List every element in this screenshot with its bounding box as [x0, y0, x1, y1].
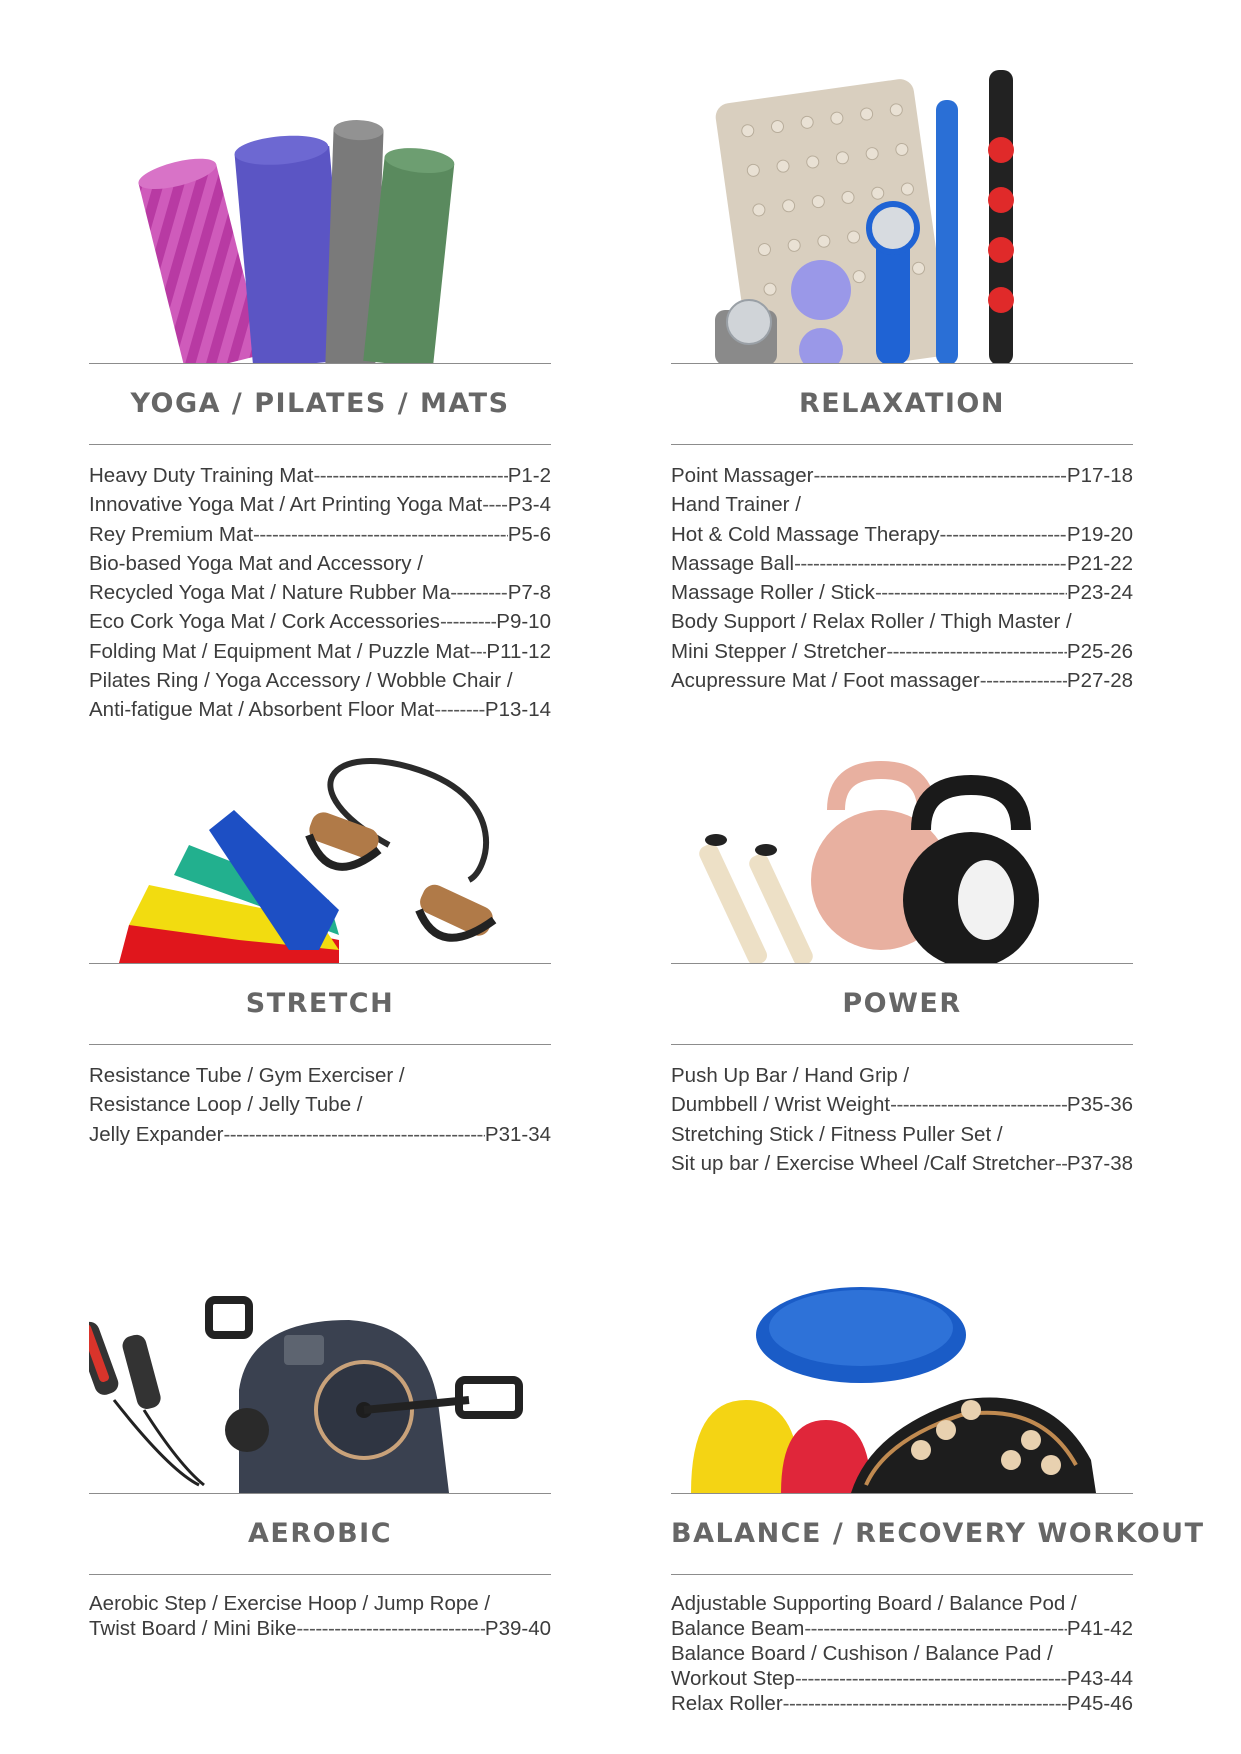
- list-item: Workout Step ----- P43-44: [671, 1666, 1133, 1691]
- list-item: Resistance Loop / Jelly Tube /: [89, 1093, 363, 1117]
- divider: [671, 1044, 1133, 1045]
- list-item: Push Up Bar / Hand Grip /: [671, 1064, 910, 1087]
- list-item: Dumbbell / Wrist Weight ----- P35-36: [671, 1090, 1133, 1119]
- list-item: Pilates Ring / Yoga Accessory / Wobble Chair /: [89, 669, 513, 693]
- item-list: [89, 461, 551, 725]
- section-power: [671, 750, 1133, 1178]
- section-title: AEROBIC: [247, 1518, 393, 1549]
- section-title: BALANCE / RECOVERY WORKOUT: [671, 1518, 1205, 1549]
- list-item: Body Support / Relax Roller / Thigh Master /: [671, 610, 1072, 634]
- list-item: Aerobic Step / Exercise Hoop / Jump Rope /: [89, 1592, 491, 1615]
- list-item: Bio-based Yoga Mat and Accessory /: [89, 551, 423, 575]
- section-relaxation: [671, 60, 1133, 695]
- aerobic-image: [89, 1280, 551, 1493]
- list-item: Resistance Tube / Gym Exerciser /: [89, 1064, 405, 1087]
- list-item: Mini Stepper / Stretcher ----- P25-26: [671, 637, 1133, 666]
- list-item: Massage Ball ----- P21-22: [671, 549, 1133, 578]
- section-title: RELAXATION: [799, 388, 1005, 419]
- item-list: [671, 461, 1133, 695]
- divider: [89, 444, 551, 445]
- list-item: Rey Premium Mat ----- P5-6: [89, 520, 551, 549]
- stretch-image: [89, 750, 551, 963]
- list-item: Point Massager ----- P17-18: [671, 461, 1133, 490]
- power-image: [671, 750, 1133, 963]
- list-item: Acupressure Mat / Foot massager ----- P27-28: [671, 666, 1133, 695]
- list-item: Massage Roller / Stick ----- P23-24: [671, 578, 1133, 607]
- list-item: Innovative Yoga Mat / Art Printing Yoga Mat ----- P3-4: [89, 490, 551, 519]
- list-item: Folding Mat / Equipment Mat / Puzzle Mat ----- P11-12: [89, 637, 551, 666]
- list-item: Hot & Cold Massage Therapy ----- P19-20: [671, 520, 1133, 549]
- section-balance-recovery: [671, 1280, 1205, 1716]
- list-item: Relax Roller ----- P45-46: [671, 1691, 1133, 1716]
- section-stretch: [89, 750, 551, 1149]
- list-item: Jelly Expander ----- P31-34: [89, 1120, 551, 1149]
- list-item: Eco Cork Yoga Mat / Cork Accessories ----- P9-10: [89, 607, 551, 636]
- list-item: Recycled Yoga Mat / Nature Rubber Ma ----- P7-8: [89, 578, 551, 607]
- divider: [89, 1574, 551, 1575]
- item-list: [89, 1061, 551, 1149]
- divider: [671, 444, 1133, 445]
- divider: [89, 1044, 551, 1045]
- item-list: [671, 1591, 1133, 1716]
- balance-image: [671, 1280, 1133, 1493]
- divider: [671, 1574, 1133, 1575]
- list-item: Adjustable Supporting Board / Balance Pod /: [671, 1592, 1077, 1615]
- list-item: Hand Trainer /: [671, 493, 801, 517]
- section-yoga-pilates-mats: [89, 60, 551, 725]
- item-list: [671, 1061, 1133, 1178]
- item-list: [89, 1591, 551, 1641]
- list-item: Sit up bar / Exercise Wheel /Calf Stretcher ----- P37-38: [671, 1149, 1133, 1178]
- list-item: Twist Board / Mini Bike ----- P39-40: [89, 1616, 551, 1641]
- section-title: POWER: [842, 988, 962, 1019]
- section-title: STRETCH: [245, 988, 395, 1019]
- list-item: Balance Beam ----- P41-42: [671, 1616, 1133, 1641]
- list-item: Anti-fatigue Mat / Absorbent Floor Mat ----- P13-14: [89, 695, 551, 724]
- list-item: Stretching Stick / Fitness Puller Set /: [671, 1122, 1003, 1146]
- list-item: Heavy Duty Training Mat ----- P1-2: [89, 461, 551, 490]
- list-item: Balance Board / Cushison / Balance Pad /: [671, 1642, 1053, 1665]
- relaxation-image: [671, 60, 1133, 363]
- section-title: YOGA / PILATES / MATS: [130, 388, 510, 419]
- yoga-mats-image: [89, 60, 551, 363]
- section-aerobic: [89, 1280, 551, 1641]
